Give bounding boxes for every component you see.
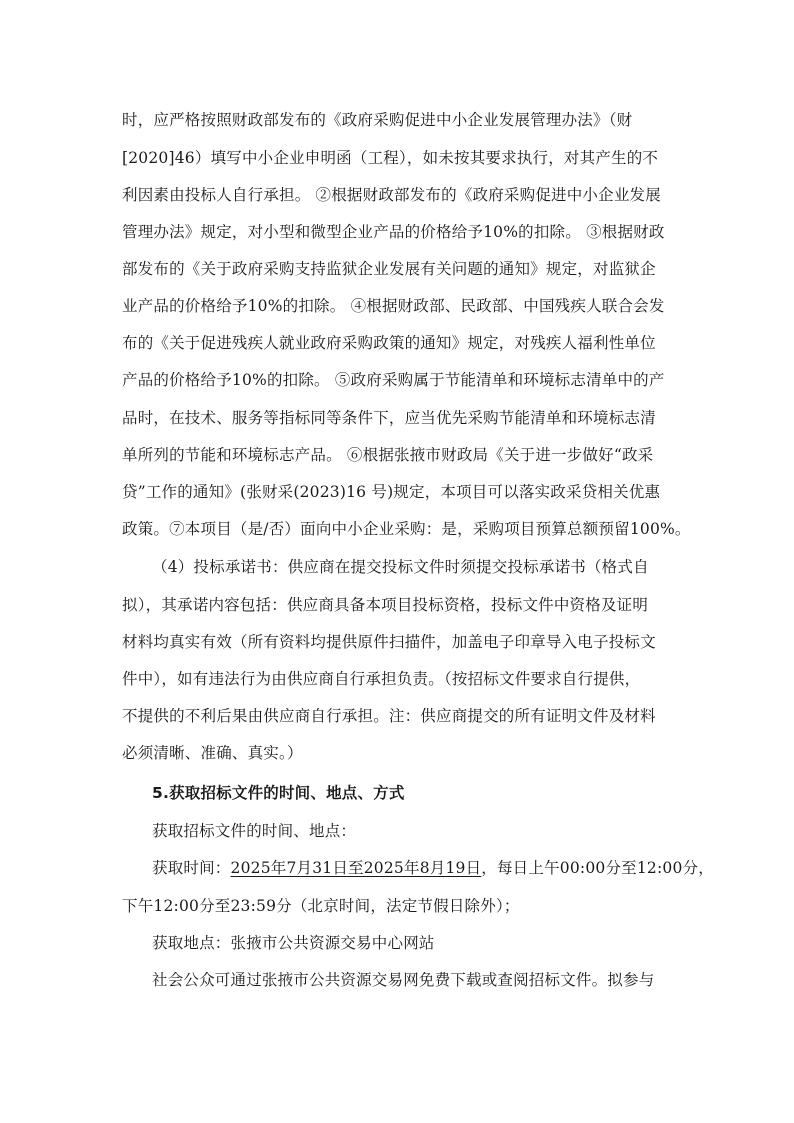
text-line: 材料均真实有效（所有资料均提供原件扫描件，加盖电子印章导入电子投标文 (122, 633, 656, 651)
text-line: 品时，在技术、服务等指标同等条件下，应当优先采购节能清单和环境标志清 (122, 409, 656, 427)
text-line: 产品的价格给予10%的扣除。 ⑤政府采购属于节能清单和环境标志清单中的产 (122, 371, 665, 389)
text-line: 布的《关于促进残疾人就业政府采购政策的通知》规定，对残疾人福利性单位 (122, 334, 656, 352)
text-line: 获取招标文件的时间、地点： (152, 822, 357, 840)
text-line: 政策。⑦本项目（是/否）面向中小企业采购：是，采购项目预算总额预留100%。 (122, 520, 691, 538)
acquisition-time-hours: ，每日上午00:00分至12:00分， (481, 859, 714, 877)
acquisition-time-line (152, 858, 714, 878)
text-line: 利因素由投标人自行承担。 ②根据财政部发布的《政府采购促进中小企业发展 (122, 186, 661, 204)
text-line: 单所列的节能和环境标志产品。 ⑥根据张掖市财政局《关于进一步做好“政采 (122, 446, 654, 464)
text-line: 贷”工作的通知》(张财采(2023)16 号)规定，本项目可以落实政采贷相关优惠 (122, 483, 661, 501)
text-line: [2020]46）填写中小企业申明函（工程），如未按其要求执行，对其产生的不 (122, 149, 659, 167)
text-line: 部发布的《关于政府采购支持监狱企业发展有关问题的通知》规定，对监狱企 (122, 260, 656, 278)
text-line: 业产品的价格给予10%的扣除。 ④根据财政部、民政部、中国残疾人联合会发 (122, 297, 665, 315)
text-line: 必须清晰、准确、真实。） (122, 744, 303, 762)
text-line: 件中），如有违法行为由供应商自行承担负责。（按招标文件要求自行提供， (122, 670, 641, 688)
text-line: 管理办法》规定，对小型和微型企业产品的价格给予10%的扣除。 ③根据财政 (122, 223, 665, 241)
acquisition-location-line: 获取地点：张掖市公共资源交易中心网站 (152, 934, 435, 952)
acquisition-date-range: 2025年7月31日至2025年8月19日 (230, 859, 482, 877)
text-line: 时，应严格按照财政部发布的《政府采购促进中小企业发展管理办法》（财 (122, 111, 633, 129)
acquisition-time-label: 获取时间： (152, 859, 231, 877)
text-line: 下午12:00分至23:59分（北京时间，法定节假日除外）； (122, 897, 520, 915)
text-line: 拟），其承诺内容包括：供应商具备本项目投标资格，投标文件中资格及证明 (122, 596, 649, 614)
text-line: 不提供的不利后果由供应商自行承担。注：供应商提交的所有证明文件及材料 (122, 707, 656, 725)
section-heading: 5.获取招标文件的时间、地点、方式 (152, 784, 405, 802)
text-line: 社会公众可通过张掖市公共资源交易网免费下载或查阅招标文件。拟参与 (152, 971, 655, 989)
text-line: （4）投标承诺书：供应商在提交投标文件时须提交投标承诺书（格式自 (152, 558, 649, 576)
